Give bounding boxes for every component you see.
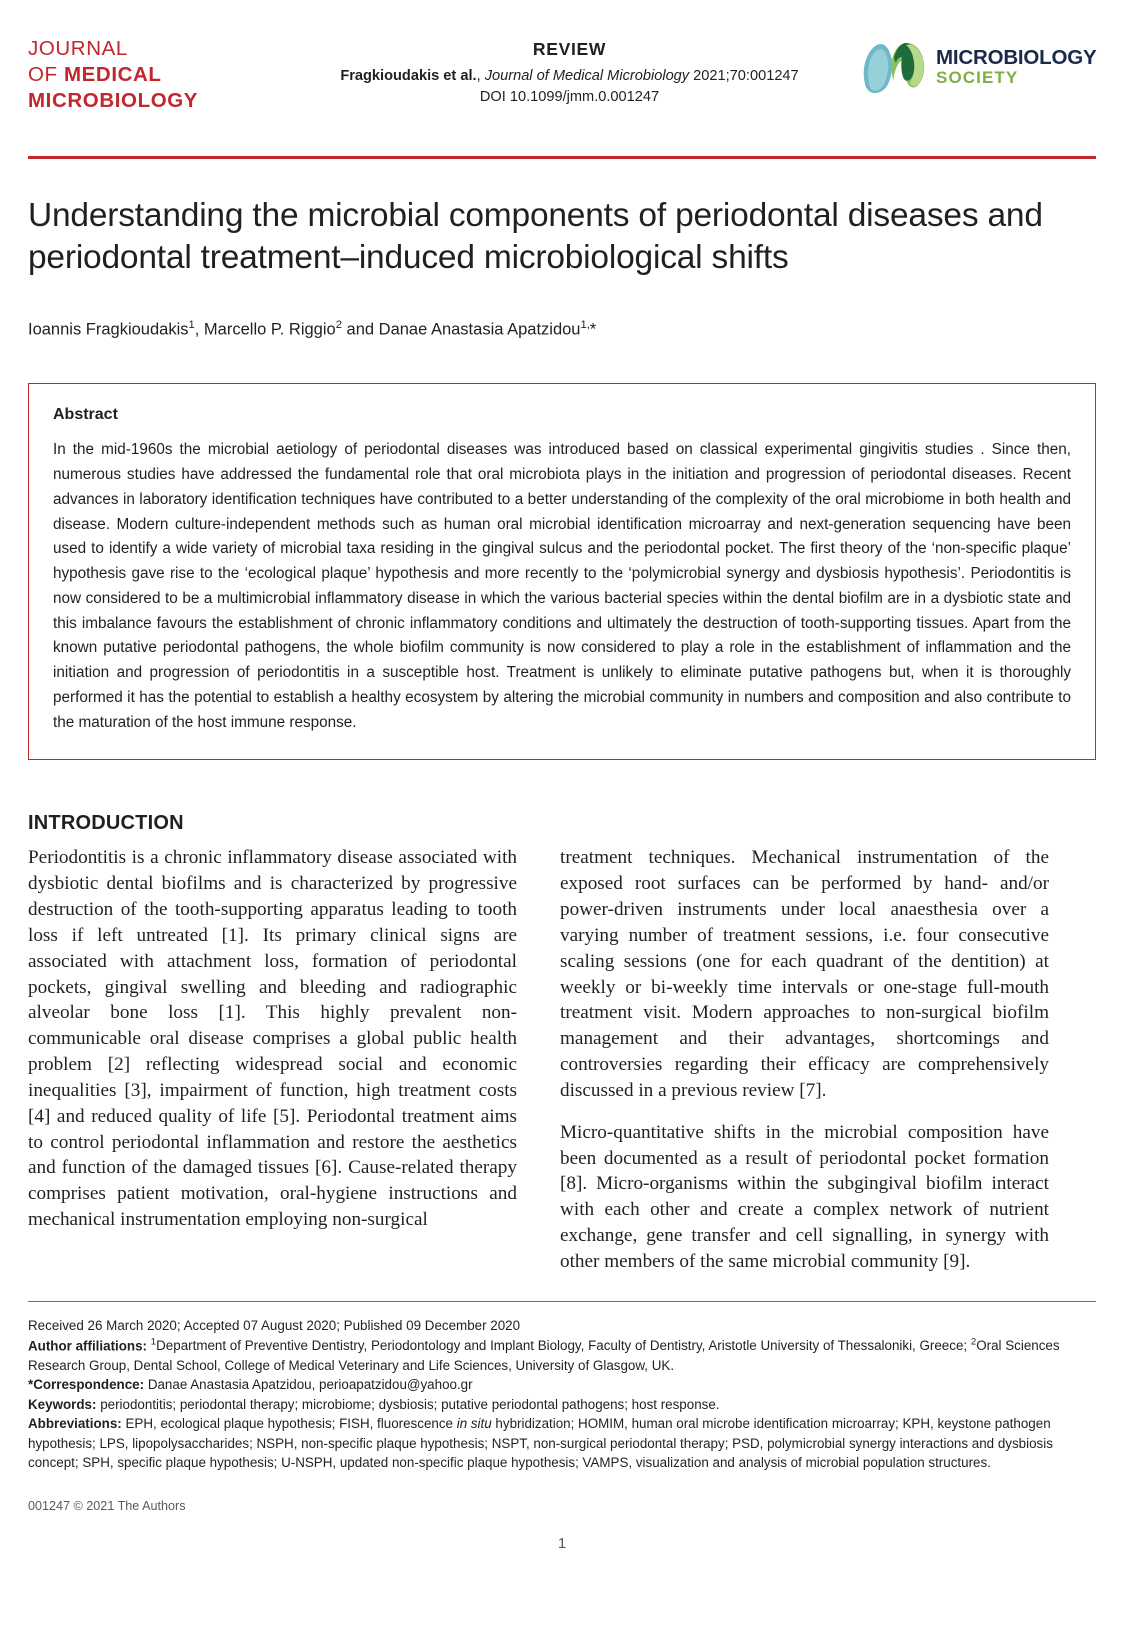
society-logo[interactable] [861, 36, 1096, 96]
keywords-label: Keywords: [28, 1396, 97, 1412]
header-divider [28, 156, 1096, 159]
author-affiliations [28, 1336, 1096, 1376]
citation-journal: Journal of Medical Microbiology [484, 68, 690, 84]
keywords-value: periodontitis; periodontal therapy; microbiome; dysbiosis; putative periodontal pathogens; host response. [100, 1396, 720, 1412]
right-column [560, 812, 1049, 1274]
page-title: Understanding the microbial components of periodontal diseases and periodontal treatment–induced microbiological shifts [28, 197, 1043, 276]
affiliations-label: Author affiliations: [28, 1338, 148, 1354]
copyright-line: 001247 © 2021 The Authors [28, 1498, 186, 1513]
page-header [28, 0, 1096, 142]
citation-comma: , [476, 68, 485, 84]
abbreviations [28, 1414, 1096, 1473]
masthead-line-1: JOURNAL [28, 37, 128, 60]
keywords [28, 1395, 1096, 1415]
publication-dates: Received 26 March 2020; Accepted 07 August 2020; Published 09 December 2020 [28, 1317, 521, 1333]
abstract-box [28, 383, 1096, 760]
correspondence-value[interactable]: Danae Anastasia Apatzidou, perioapatzidou@yahoo.gr [147, 1377, 473, 1393]
author-list: Ioannis Fragkioudakis$^1$, Marcello P. Riggio$^2$ and Danae Anastasia Apatzidou$^{1,}$* [28, 318, 597, 339]
journal-masthead [28, 36, 278, 113]
society-name-line-2: SOCIETY [936, 67, 1019, 87]
affiliations-value: $^1$Department of Preventive Dentistry, Periodontology and Implant Biology, Faculty of Dentistry, Aristotle University of Thessaloniki, Greece; $^2$Oral Sciences Research Group, Dental School, College of Medical Veterinary and Life Sciences, University of Glasgow, UK. [28, 1336, 1060, 1373]
page-number: 1 [557, 1534, 567, 1552]
column-spacer [560, 812, 1049, 845]
section-heading-introduction: INTRODUCTION [28, 812, 184, 835]
doi-line[interactable]: DOI 10.1099/jmm.0.001247 [479, 89, 660, 105]
masthead-medical: MEDICAL [63, 62, 162, 86]
masthead-line-3: MICROBIOLOGY [28, 88, 199, 112]
citation-line [278, 68, 861, 84]
citation-authors: Fragkioudakis et al. [340, 68, 477, 84]
abstract-text: In the mid-1960s the microbial aetiology of periodontal diseases was introduced based on classical experimental gingivitis studies . Since then, numerous studies have addressed the fundamental role that oral microbiota plays in the initiation and progression of periodontal diseases. Recent advances in laboratory identification techniques have contributed to a better understanding of the complexity of the oral microbiome in both health and disease. Modern culture-independent methods such as human oral microbial identification microarray and next-generation sequencing have been used to identify a wide variety of microbial taxa residing in the gingival sulcus and the periodontal pocket. The first theory of the ‘non-specific plaque’ hypothesis gave rise to the ‘ecological plaque’ hypothesis and more recently to the ‘polymicrobial synergy and dysbiosis hypothesis’. Periodontitis is now considered to be a multimicrobial inflammatory disease in which the various bacterial species within the dental biofilm are in a dysbiotic state and this imbalance favours the establishment of chronic inflammatory conditions and ultimately the destruction of tooth-supporting tissues. Apart from the known putative periodontal pathogens, the whole biofilm community is now considered to play a role in the establishment of inflammation and the initiation and progression of periodontitis in a susceptible host. Treatment is unlikely to eliminate putative pathogens but, when it is thoroughly performed it has the potential to establish a healthy ecosystem by altering the microbial community in numbers and composition and also contribute to the maturation of the host immune response. [53, 441, 1071, 731]
microbiology-society-m-logo-icon [861, 38, 927, 96]
correspondence [28, 1375, 1096, 1395]
society-name-line-1: MICROBIOLOGY [936, 45, 1097, 69]
correspondence-label: *Correspondence: [28, 1377, 145, 1393]
intro-paragraph-right-2: Micro-quantitative shifts in the microbial composition have been documented as a result of periodontal pocket formation [8]. Micro-organisms within the subgingival biofilm interact with each other and create a complex network of nutrient exchange, gene transfer and cell signalling, in synergy with other members of the same microbial community [9]. [560, 1121, 1049, 1272]
header-citation-block [278, 36, 861, 105]
abbreviations-value: EPH, ecological plaque hypothesis; FISH, fluorescence in situ hybridization; HOMIM, human oral microbe identification microarray; KPH, keystone pathogen hypothesis; LPS, lipopolysaccharides; NSPH, non-specific plaque hypothesis; NSPT, non-surgical periodontal therapy; PSD, polymicrobial synergy interactions and dysbiosis concept; SPH, specific plaque hypothesis; U-NSPH, updated non-specific plaque hypothesis; VAMPS, visualization and analysis of microbial population structures. [28, 1416, 1053, 1471]
footnotes-block [28, 1316, 1096, 1473]
citation-volume: 2021;70:001247 [693, 68, 799, 84]
footer-divider [28, 1301, 1096, 1302]
article-type-label: REVIEW [532, 39, 607, 59]
left-column [28, 812, 517, 1274]
abbreviations-label: Abbreviations: [28, 1416, 122, 1432]
intro-paragraph-right-1: treatment techniques. Mechanical instrumentation of the exposed root surfaces can be performed by hand- and/or power-driven instruments under local anaesthesia over a varying number of treatment sessions, i.e. four consecutive scaling sessions (one for each quadrant of the dentition) at weekly or bi-weekly time intervals or one-stage full-mouth treatment visit. Modern approaches to non-surgical biofilm management and their advantages, shortcomings and controversies regarding their efficacy are comprehensively discussed in a previous review [7]. [560, 847, 1049, 1101]
abstract-heading: Abstract [53, 406, 118, 424]
masthead-of: OF [28, 62, 64, 86]
body-columns [28, 812, 1096, 1274]
intro-paragraph-left: Periodontitis is a chronic inflammatory disease associated with dysbiotic dental biofilms and is characterized by progressive destruction of the tooth-supporting apparatus leading to tooth loss if left untreated [1]. Its primary clinical signs are associated with attachment loss, formation of periodontal pockets, gingival swelling and bleeding and radiographic alveolar bone loss [1]. This highly prevalent non-communicable oral disease comprises a global public health problem [2] reflecting widespread social and economic inequalities [3], impairment of function, high treatment costs [4] and reduced quality of life [5]. Periodontal treatment aims to control periodontal inflammation and restore the aesthetics and function of the damaged tissues [6]. Cause-related therapy comprises patient motivation, oral-hygiene instructions and mechanical instrumentation employing non-surgical [28, 847, 517, 1231]
society-logo-text [936, 47, 1096, 87]
masthead-line-2 [28, 62, 278, 88]
